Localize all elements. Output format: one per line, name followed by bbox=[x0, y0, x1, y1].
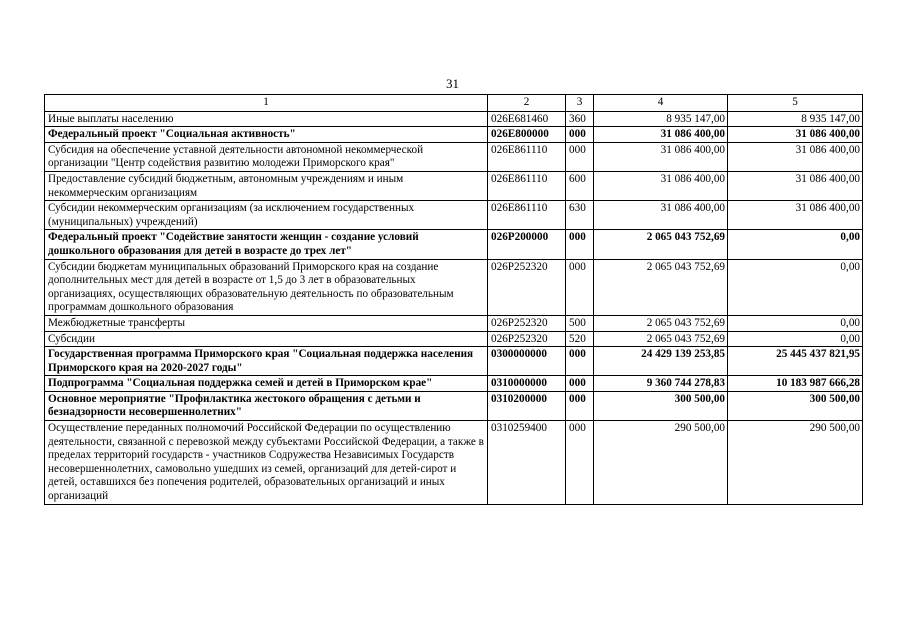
row-value-col5-cell: 31 086 400,00 bbox=[728, 171, 863, 200]
row-type-cell: 000 bbox=[566, 142, 594, 171]
row-value-col5-cell: 0,00 bbox=[728, 331, 863, 347]
column-header-4: 4 bbox=[594, 95, 728, 112]
row-name-cell: Подпрограмма "Социальная поддержка семей и детей в Приморском крае" bbox=[45, 376, 488, 392]
row-type-cell: 000 bbox=[566, 376, 594, 392]
column-header-5: 5 bbox=[728, 95, 863, 112]
column-header-1: 1 bbox=[45, 95, 488, 112]
row-code-cell: 026P252320 bbox=[488, 331, 566, 347]
row-value-col4-cell: 8 935 147,00 bbox=[594, 111, 728, 127]
row-value-col4-cell: 31 086 400,00 bbox=[594, 171, 728, 200]
row-value-col4-cell: 31 086 400,00 bbox=[594, 142, 728, 171]
row-code-cell: 026E861110 bbox=[488, 142, 566, 171]
row-type-cell: 600 bbox=[566, 171, 594, 200]
row-value-col4-cell: 2 065 043 752,69 bbox=[594, 331, 728, 347]
row-value-col4-cell: 290 500,00 bbox=[594, 421, 728, 505]
row-code-cell: 026E861110 bbox=[488, 171, 566, 200]
row-value-col5-cell: 10 183 987 666,28 bbox=[728, 376, 863, 392]
page-number: 31 bbox=[446, 76, 459, 91]
table-body bbox=[45, 111, 863, 504]
row-type-cell: 000 bbox=[566, 391, 594, 420]
row-name-cell: Субсидии некоммерческим организациям (за исключением государственных (муниципальных) учреждений) bbox=[45, 201, 488, 230]
row-code-cell: 026P252320 bbox=[488, 315, 566, 331]
row-type-cell: 000 bbox=[566, 421, 594, 505]
row-value-col5-cell: 0,00 bbox=[728, 259, 863, 315]
row-code-cell: 0310259400 bbox=[488, 421, 566, 505]
budget-table bbox=[44, 94, 863, 505]
row-type-cell: 000 bbox=[566, 127, 594, 143]
row-name-cell: Субсидии bbox=[45, 331, 488, 347]
table-row bbox=[45, 259, 863, 315]
row-code-cell: 026E861110 bbox=[488, 201, 566, 230]
row-type-cell: 500 bbox=[566, 315, 594, 331]
row-code-cell: 026P200000 bbox=[488, 230, 566, 259]
table-row bbox=[45, 230, 863, 259]
row-name-cell: Осуществление переданных полномочий Российской Федерации по осуществлению деятельности, связанной с перевозкой между субъектами Российской Федерации, а также в пределах территорий государств - участников Содружества Независимых Государств несовершеннолетних, самовольно ушедших из семей, организаций для детей-сирот и детей, оставшихся без попечения родителей, образовательных организаций и иных организаций bbox=[45, 421, 488, 505]
table-row bbox=[45, 201, 863, 230]
table-row bbox=[45, 331, 863, 347]
row-name-cell: Межбюджетные трансферты bbox=[45, 315, 488, 331]
row-value-col4-cell: 300 500,00 bbox=[594, 391, 728, 420]
row-value-col5-cell: 31 086 400,00 bbox=[728, 142, 863, 171]
row-value-col5-cell: 0,00 bbox=[728, 230, 863, 259]
row-value-col4-cell: 2 065 043 752,69 bbox=[594, 259, 728, 315]
row-code-cell: 0310200000 bbox=[488, 391, 566, 420]
row-value-col4-cell: 24 429 139 253,85 bbox=[594, 347, 728, 376]
row-value-col5-cell: 300 500,00 bbox=[728, 391, 863, 420]
row-name-cell: Государственная программа Приморского края "Социальная поддержка населения Приморского края на 2020-2027 годы" bbox=[45, 347, 488, 376]
column-header-3: 3 bbox=[566, 95, 594, 112]
row-name-cell: Федеральный проект "Социальная активность" bbox=[45, 127, 488, 143]
row-name-cell: Предоставление субсидий бюджетным, автономным учреждениям и иным некоммерческим организациям bbox=[45, 171, 488, 200]
row-code-cell: 0310000000 bbox=[488, 376, 566, 392]
row-name-cell: Основное мероприятие "Профилактика жестокого обращения с детьми и безнадзорности несовершеннолетних" bbox=[45, 391, 488, 420]
table-row bbox=[45, 171, 863, 200]
row-value-col4-cell: 2 065 043 752,69 bbox=[594, 230, 728, 259]
row-name-cell: Субсидия на обеспечение уставной деятельности автономной некоммерческой организации "Центр содействия развитию молодежи Приморского края" bbox=[45, 142, 488, 171]
table-header-row bbox=[45, 95, 863, 112]
row-type-cell: 520 bbox=[566, 331, 594, 347]
table-row bbox=[45, 142, 863, 171]
row-value-col5-cell: 290 500,00 bbox=[728, 421, 863, 505]
row-value-col4-cell: 9 360 744 278,83 bbox=[594, 376, 728, 392]
table-row bbox=[45, 391, 863, 420]
table-row bbox=[45, 315, 863, 331]
table-row bbox=[45, 421, 863, 505]
row-value-col5-cell: 25 445 437 821,95 bbox=[728, 347, 863, 376]
row-type-cell: 000 bbox=[566, 259, 594, 315]
row-value-col4-cell: 31 086 400,00 bbox=[594, 201, 728, 230]
row-code-cell: 026P252320 bbox=[488, 259, 566, 315]
column-header-2: 2 bbox=[488, 95, 566, 112]
row-value-col5-cell: 8 935 147,00 bbox=[728, 111, 863, 127]
row-type-cell: 630 bbox=[566, 201, 594, 230]
row-type-cell: 360 bbox=[566, 111, 594, 127]
table-row bbox=[45, 376, 863, 392]
row-value-col5-cell: 0,00 bbox=[728, 315, 863, 331]
table-row bbox=[45, 111, 863, 127]
row-value-col4-cell: 31 086 400,00 bbox=[594, 127, 728, 143]
row-name-cell: Федеральный проект "Содействие занятости женщин - создание условий дошкольного образования для детей в возрасте до трех лет" bbox=[45, 230, 488, 259]
row-value-col4-cell: 2 065 043 752,69 bbox=[594, 315, 728, 331]
row-type-cell: 000 bbox=[566, 347, 594, 376]
row-name-cell: Субсидии бюджетам муниципальных образований Приморского края на создание дополнительных мест для детей в возрасте от 1,5 до 3 лет в образовательных организациях, осуществляющих образовательную деятельность по образовательным программам дошкольного образования bbox=[45, 259, 488, 315]
row-type-cell: 000 bbox=[566, 230, 594, 259]
row-value-col5-cell: 31 086 400,00 bbox=[728, 127, 863, 143]
row-name-cell: Иные выплаты населению bbox=[45, 111, 488, 127]
row-code-cell: 0300000000 bbox=[488, 347, 566, 376]
row-code-cell: 026E681460 bbox=[488, 111, 566, 127]
row-code-cell: 026E800000 bbox=[488, 127, 566, 143]
table-row bbox=[45, 127, 863, 143]
row-value-col5-cell: 31 086 400,00 bbox=[728, 201, 863, 230]
table-row bbox=[45, 347, 863, 376]
